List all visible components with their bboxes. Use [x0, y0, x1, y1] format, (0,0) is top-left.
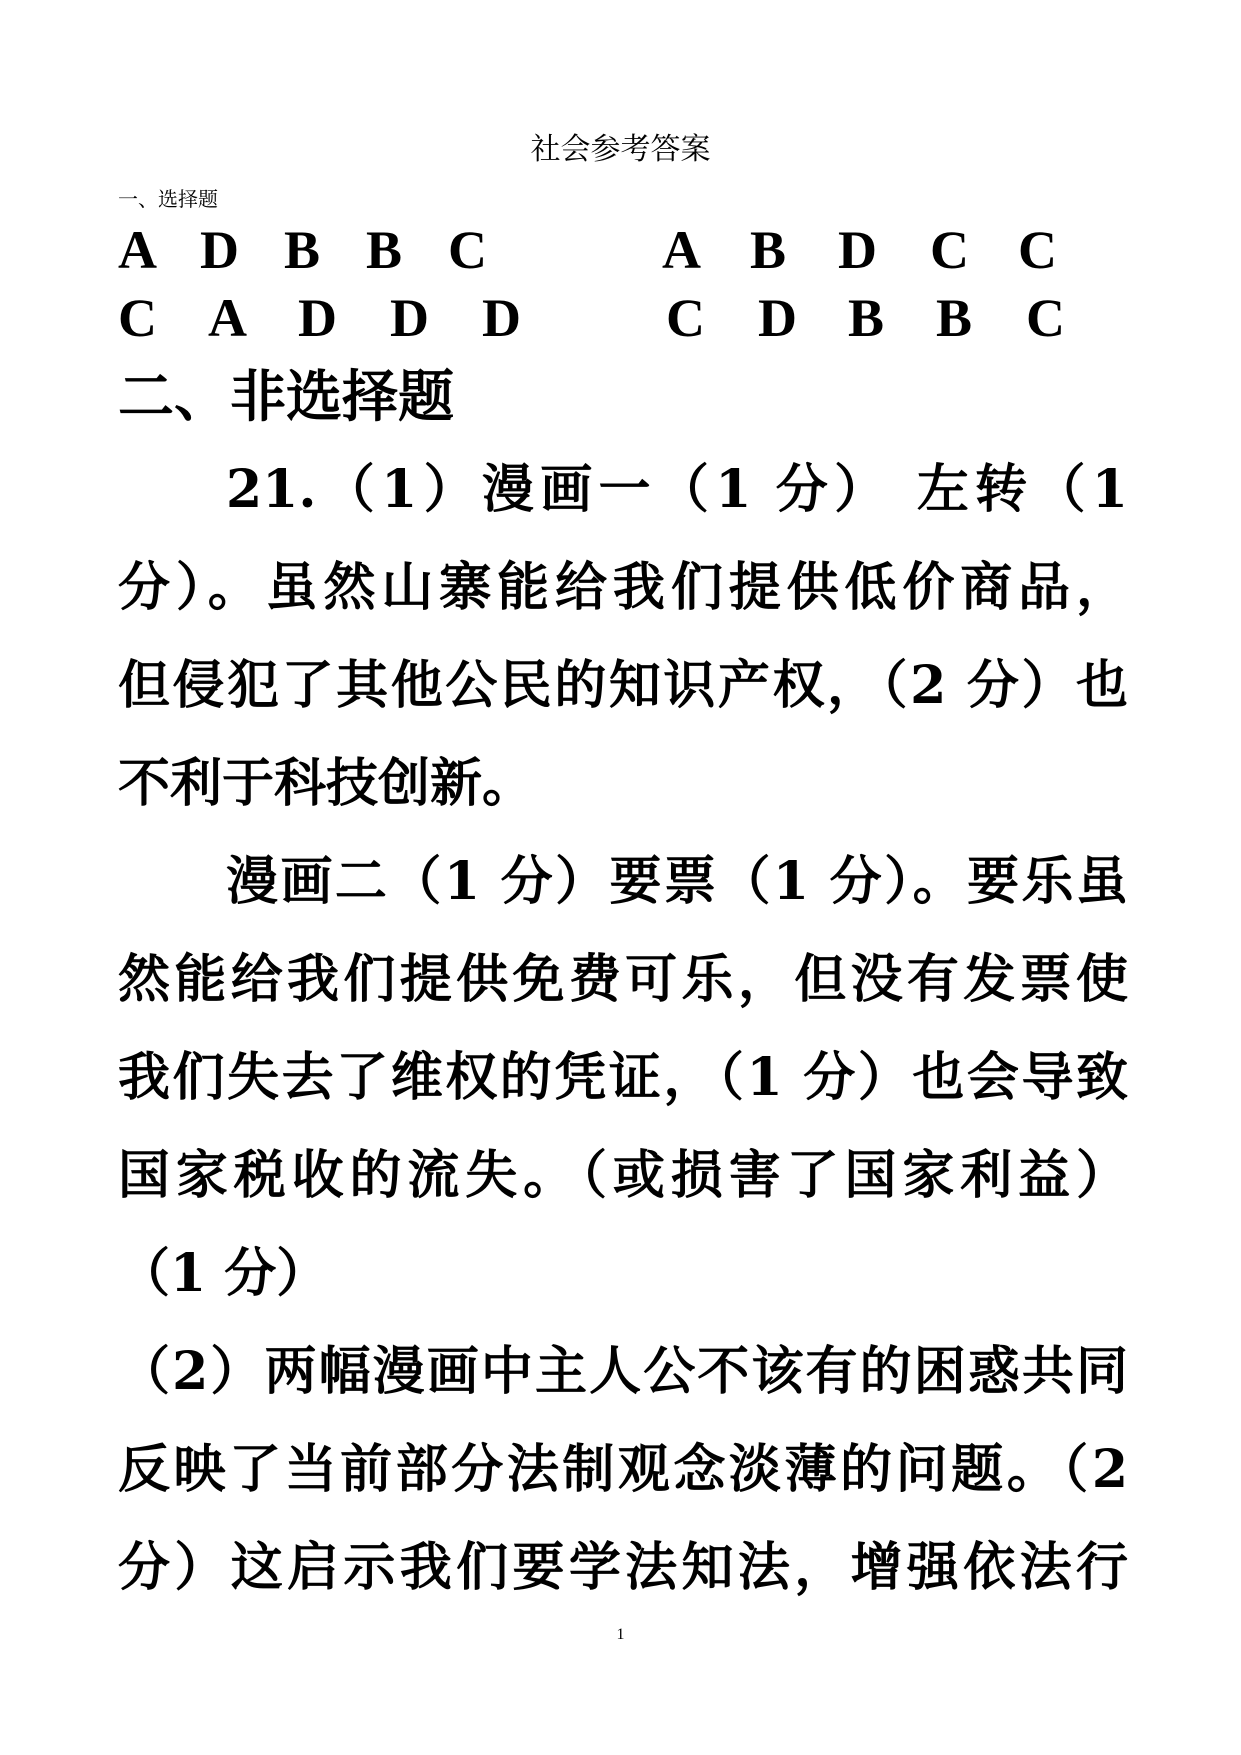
answer-line: 不利于科技创新。 [118, 753, 535, 814]
answer-16: C [666, 288, 705, 348]
answer-8: D [838, 220, 877, 280]
answer-line: 分）。虽然山寨能给我们提供低价商品， [118, 557, 1128, 618]
answer-line: 我们失去了维权的凭证，（1 分）也会导致 [118, 1047, 1128, 1108]
answer-18: B [848, 288, 885, 348]
answer-line: 反映了当前部分法制观念淡薄的问题。（2 [118, 1439, 1128, 1500]
section1-heading: 一、选择题 [118, 187, 218, 211]
answer-5: C [448, 220, 487, 280]
answer-line: 国家税收的流失。（或损害了国家利益） [118, 1145, 1128, 1206]
answer-line: 然能给我们提供免费可乐，但没有发票使 [118, 949, 1128, 1010]
answer-10: C [1018, 220, 1057, 280]
answer-14: D [390, 288, 429, 348]
answer-line: 但侵犯了其他公民的知识产权，（2 分）也 [118, 655, 1128, 716]
answer-7: B [750, 220, 787, 280]
question-21-answer [118, 441, 1128, 1617]
answer-2: D [200, 220, 239, 280]
page-number: 1 [616, 1626, 625, 1643]
answer-13: D [298, 288, 337, 348]
answer-line: 漫画二（1 分）要票（1 分）。要乐虽 [226, 851, 1128, 912]
answer-20: C [1026, 288, 1065, 348]
answer-line: 分）这启示我们要学法知法，增强依法行 [118, 1537, 1128, 1598]
answer-9: C [930, 220, 969, 280]
document-title: 社会参考答案 [530, 132, 711, 167]
answer-12: A [208, 288, 247, 348]
answer-line: （1 分） [118, 1243, 329, 1304]
answer-line: （2）两幅漫画中主人公不该有的困惑共同 [118, 1341, 1128, 1402]
answer-4: B [366, 220, 403, 280]
answer-6: A [662, 220, 701, 280]
answer-3: B [284, 220, 321, 280]
answer-17: D [758, 288, 797, 348]
answer-15: D [482, 288, 521, 348]
answer-line: 21.（1）漫画一（1 分） 左转（1 [226, 459, 1128, 520]
answer-19: B [936, 288, 973, 348]
section2-heading: 二、非选择题 [118, 364, 454, 430]
answer-11: C [118, 288, 157, 348]
answer-1: A [118, 220, 157, 280]
